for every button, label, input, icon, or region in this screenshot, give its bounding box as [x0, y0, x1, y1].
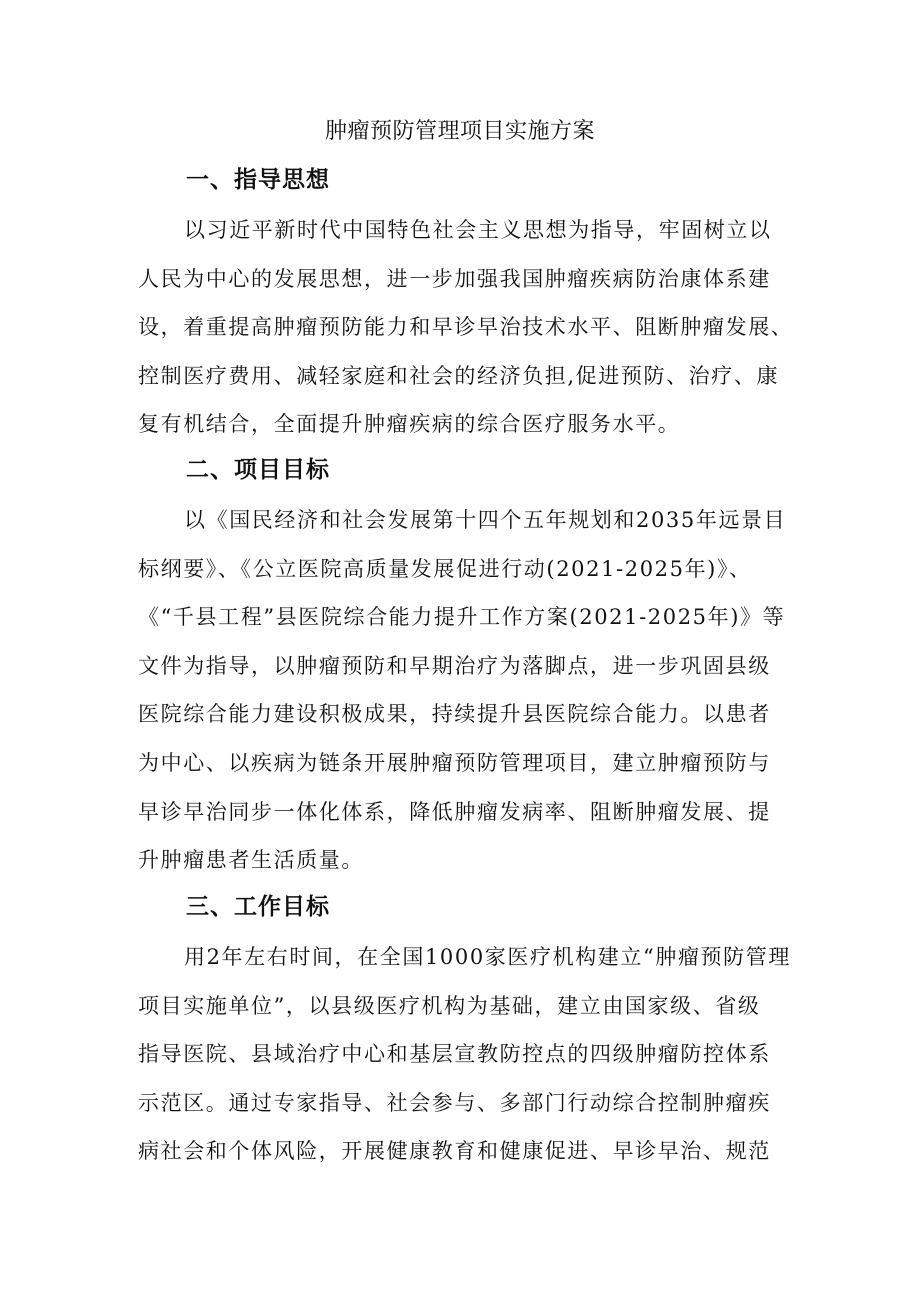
paragraph-line: 用2年左右时间，在全国1000家医疗机构建立“肿瘤预防管理 — [184, 945, 791, 969]
paragraph-line: 以习近平新时代中国特色社会主义思想为指导，牢固树立以 — [184, 218, 772, 242]
paragraph-line: 指导医院、县域治疗中心和基层宣教防控点的四级肿瘤防控体系 — [138, 1042, 771, 1067]
paragraph-line: 标纲要》、《公立医院高质量发展促进行动(2021-2025年)》、 — [138, 556, 752, 581]
paragraph-line: 控制医疗费用、减轻家庭和社会的经济负担,促进预防、治疗、康 — [138, 363, 780, 388]
section-paragraph-project-goals — [138, 496, 788, 885]
paragraph-line: 为中心、以疾病为链条开展肿瘤预防管理项目，建立肿瘤预防与 — [138, 750, 771, 775]
section-heading-project-goals: 二、项目目标 — [186, 457, 330, 483]
paragraph-line: 复有机结合，全面提升肿瘤疾病的综合医疗服务水平。 — [138, 412, 681, 437]
paragraph-line: 病社会和个体风险，开展健康教育和健康促进、早诊早治、规范 — [138, 1139, 771, 1164]
section-heading-guiding-ideology: 一、指导思想 — [186, 167, 330, 193]
paragraph-line: 人民为中心的发展思想，进一步加强我国肿瘤疾病防治康体系建 — [138, 266, 771, 291]
section-heading-work-goals: 三、工作目标 — [186, 894, 330, 920]
paragraph-line: 项目实施单位”，以县级医疗机构为基础，建立由国家级、省级 — [138, 993, 761, 1018]
paragraph-line: 医院综合能力建设积极成果，持续提升县医院综合能力。以患者 — [138, 702, 771, 727]
paragraph-line: 早诊早治同步一体化体系，降低肿瘤发病率、阻断肿瘤发展、提 — [138, 799, 771, 824]
paragraph-line: 文件为指导，以肿瘤预防和早期治疗为落脚点，进一步巩固县级 — [138, 653, 771, 678]
paragraph-line: 设，着重提高肿瘤预防能力和早诊早治技术水平、阻断肿瘤发展、 — [138, 315, 794, 340]
paragraph-line: 升肿瘤患者生活质量。 — [138, 848, 364, 873]
paragraph-line: 示范区。通过专家指导、社会参与、多部门行动综合控制肿瘤疾 — [138, 1090, 771, 1115]
section-paragraph-guiding-ideology — [138, 206, 794, 449]
paragraph-line: 《“千县工程”县医院综合能力提升工作方案(2021-2025年)》等 — [138, 605, 786, 630]
paragraph-line: 以《国民经济和社会发展第十四个五年规划和2035年远景目 — [184, 508, 787, 532]
document-title: 肿瘤预防管理项目实施方案 — [324, 119, 595, 144]
section-paragraph-work-goals — [138, 933, 791, 1176]
